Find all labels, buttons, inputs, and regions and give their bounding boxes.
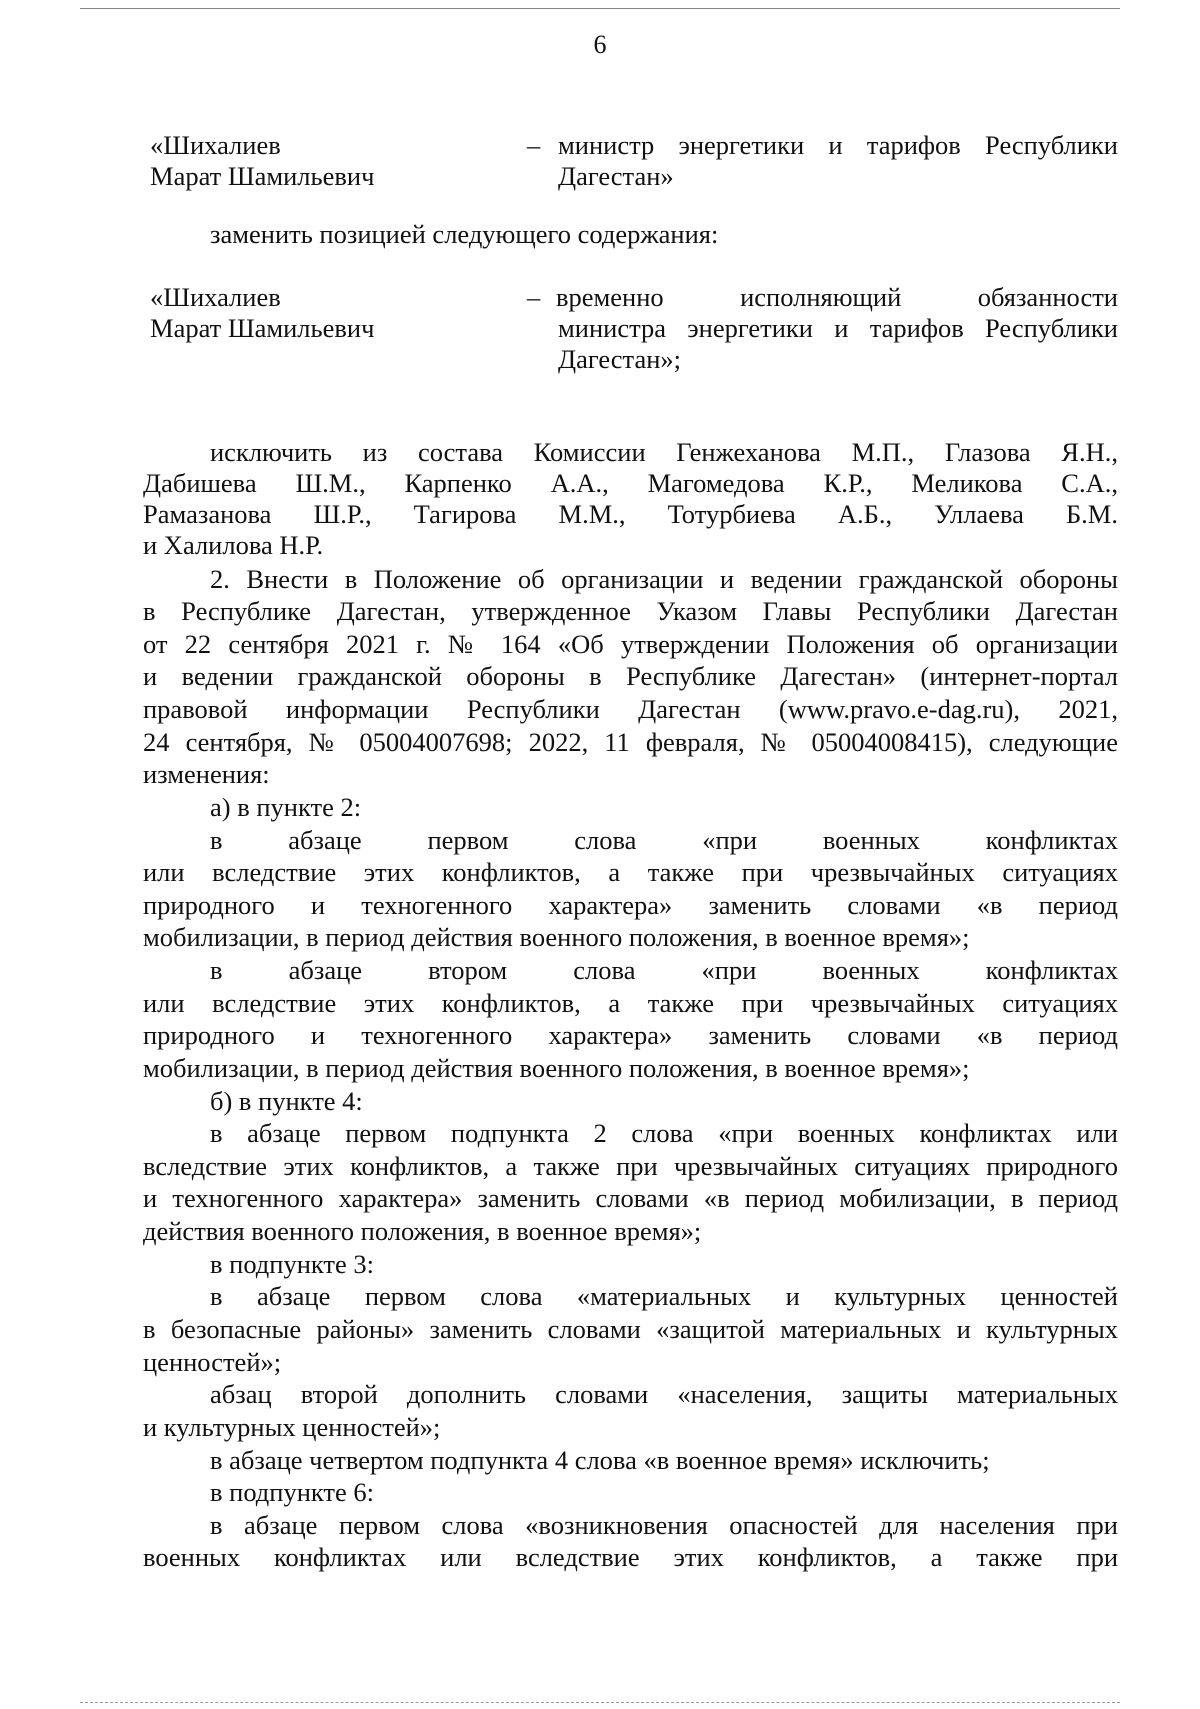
text-line: исключить из состава Комиссии Генжеханова М.П., Глазова Я.Н., bbox=[210, 437, 1118, 467]
text-line: действия военного положения, в военное время»; bbox=[143, 1216, 702, 1246]
text-line: и техногенного характера» заменить словами «в период мобилизации, в период bbox=[143, 1183, 1118, 1213]
text-line: а) в пункте 2: bbox=[210, 792, 362, 822]
text-line: или вследствие этих конфликтов, а также при чрезвычайных ситуациях bbox=[143, 857, 1118, 887]
text-line: Дабишева Ш.М., Карпенко А.А., Магомедова К.Р., Меликова С.А., bbox=[143, 468, 1118, 498]
text-line: б) в пункте 4: bbox=[210, 1086, 363, 1116]
new-position-title-line-2: министра энергетики и тарифов Республики bbox=[558, 313, 1118, 343]
old-position-name-line-1: «Шихалиев bbox=[150, 130, 281, 160]
text-line: ценностей»; bbox=[143, 1347, 282, 1377]
new-position-dash: – bbox=[527, 282, 541, 312]
top-edge-line bbox=[80, 8, 1120, 9]
text-line: и культурных ценностей»; bbox=[143, 1412, 441, 1442]
text-line: природного и техногенного характера» заменить словами «в период bbox=[143, 890, 1118, 920]
text-line: и ведении гражданской обороны в Республике Дагестан» (интернет-портал bbox=[143, 661, 1118, 691]
text-line: вследствие этих конфликтов, а также при чрезвычайных ситуациях природного bbox=[143, 1151, 1118, 1181]
text-line: мобилизации, в период действия военного положения, в военное время»; bbox=[143, 922, 970, 952]
text-line: мобилизации, в период действия военного положения, в военное время»; bbox=[143, 1053, 970, 1083]
text-line: в абзаце первом слова «при военных конфликтах bbox=[210, 825, 1118, 855]
old-position-title-line-1: министр энергетики и тарифов Республики bbox=[558, 130, 1118, 160]
text-line: Рамазанова Ш.Р., Тагирова М.М., Тотурбиева А.Б., Уллаева Б.М. bbox=[143, 499, 1118, 529]
text-line: в абзаце втором слова «при военных конфликтах bbox=[210, 955, 1118, 985]
text-line: правовой информации Республики Дагестан (www.pravo.e-dag.ru), 2021, bbox=[143, 694, 1118, 724]
page-number: 6 bbox=[593, 30, 607, 59]
text-line: в Республике Дагестан, утвержденное Указом Главы Республики Дагестан bbox=[143, 596, 1118, 626]
text-line: абзац второй дополнить словами «населения, защиты материальных bbox=[210, 1379, 1118, 1409]
text-line: природного и техногенного характера» заменить словами «в период bbox=[143, 1020, 1118, 1050]
old-position-name-line-2: Марат Шамильевич bbox=[150, 161, 375, 191]
new-position-name-line-1: «Шихалиев bbox=[150, 282, 281, 312]
bottom-edge-line bbox=[80, 1702, 1120, 1703]
text-line: 2. Внести в Положение об организации и ведении гражданской обороны bbox=[210, 564, 1118, 594]
text-line: изменения: bbox=[143, 759, 270, 789]
new-position-title-line-3: Дагестан»; bbox=[558, 344, 682, 374]
old-position-dash: – bbox=[527, 130, 541, 160]
new-position-name-line-2: Марат Шамильевич bbox=[150, 313, 375, 343]
text-line: в безопасные районы» заменить словами «защитой материальных и культурных bbox=[143, 1314, 1118, 1344]
text-line: в подпункте 3: bbox=[210, 1249, 375, 1279]
text-line: или вследствие этих конфликтов, а также при чрезвычайных ситуациях bbox=[143, 988, 1118, 1018]
text-line: в абзаце первом слова «материальных и культурных ценностей bbox=[210, 1281, 1118, 1311]
text-line: в абзаце первом слова «возникновения опасностей для населения при bbox=[210, 1510, 1118, 1540]
text-line: в абзаце первом подпункта 2 слова «при военных конфликтах или bbox=[210, 1118, 1118, 1148]
text-line: в абзаце четвертом подпункта 4 слова «в военное время» исключить; bbox=[210, 1445, 990, 1475]
text-line: в подпункте 6: bbox=[210, 1477, 375, 1507]
text-line: от 22 сентября 2021 г. № 164 «Об утверждении Положения об организации bbox=[143, 629, 1118, 659]
text-line: 24 сентября, № 05004007698; 2022, 11 февраля, № 05004008415), следующие bbox=[143, 727, 1118, 757]
text-line: и Халилова Н.Р. bbox=[143, 530, 324, 560]
new-position-title-line-1: временно исполняющий обязанности bbox=[556, 282, 1118, 312]
replace-intro: заменить позицией следующего содержания: bbox=[210, 219, 719, 249]
old-position-title-line-2: Дагестан» bbox=[558, 161, 674, 191]
text-line: военных конфликтах или вследствие этих конфликтов, а также при bbox=[143, 1542, 1118, 1572]
